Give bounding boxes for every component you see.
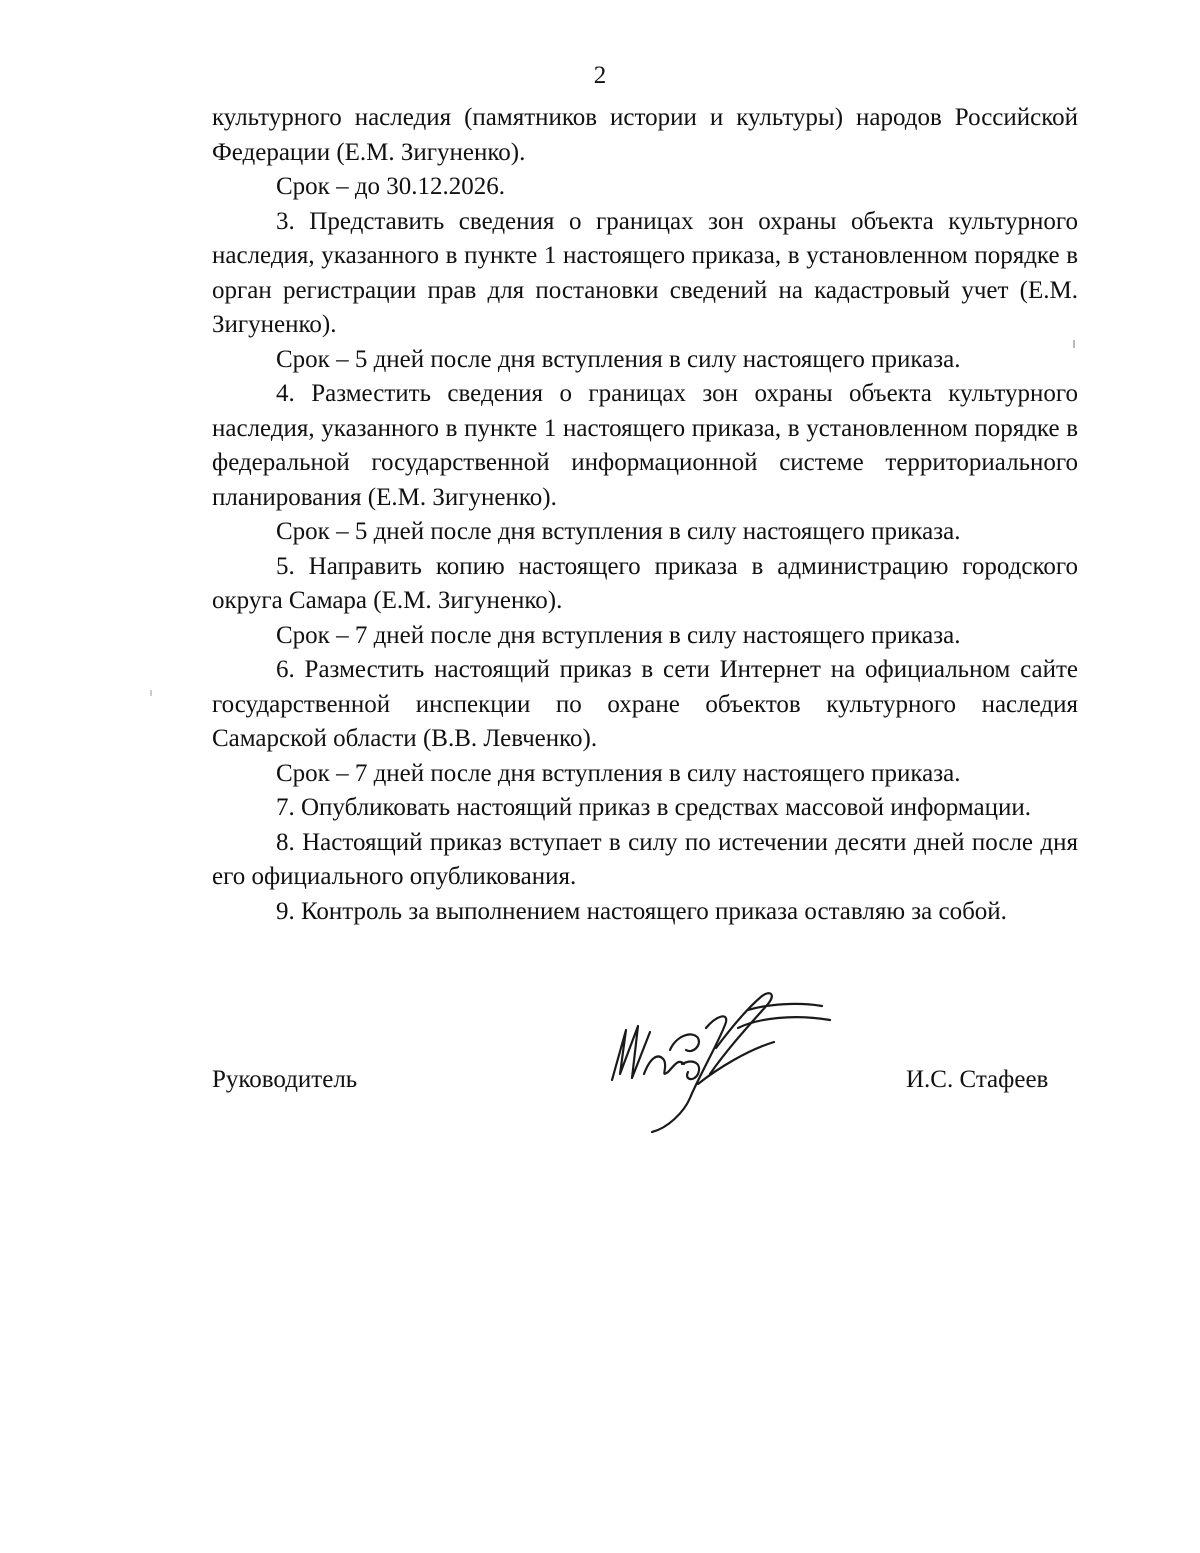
paragraph: Срок – 5 дней после дня вступления в силу настоящего приказа.	[276, 345, 961, 373]
paragraph: Срок – 5 дней после дня вступления в силу настоящего приказа.	[276, 518, 961, 545]
signatory-position: Руководитель	[212, 1066, 358, 1093]
paragraph: 3. Представить сведения о границах зон охраны объекта культурного наследия, указанного в пункте 1 настоящего приказа, в установленном порядке в орган регистрации прав для постановки сведений на кадастровый учет (Е.М. Зигуненко).	[212, 207, 1078, 338]
paragraph: Срок – 7 дней после дня вступления в силу настоящего приказа.	[276, 759, 961, 787]
paragraph: 7. Опубликовать настоящий приказ в средствах массовой информации.	[276, 794, 1032, 821]
paragraph: Срок – 7 дней после дня вступления в силу настоящего приказа.	[276, 621, 961, 649]
page-number: 2	[593, 62, 607, 89]
handwritten-signature	[598, 988, 838, 1136]
paragraph: Срок – до 30.12.2026.	[276, 173, 506, 200]
paragraph: 4. Разместить сведения о границах зон охраны объекта культурного наследия, указанного в пункте 1 настоящего приказа, в установленном порядке в федеральной государственной информационной системе территориального планирования (Е.М. Зигуненко).	[212, 380, 1078, 511]
paragraph: 9. Контроль за выполнением настоящего приказа оставляю за собой.	[276, 897, 1007, 925]
signatory-name: И.С. Стафеев	[906, 1066, 1049, 1093]
paragraph: 6. Разместить настоящий приказ в сети Интернет на официальном сайте государственной инспекции по охране объектов культурного наследия Самарской области (В.В. Левченко).	[212, 656, 1078, 752]
paragraph: культурного наследия (памятников истории и культуры) народов Российской Федерации (Е.М. Зигуненко).	[212, 104, 1078, 166]
scan-artifact	[150, 690, 152, 696]
document-body	[212, 101, 1078, 929]
paragraph: 5. Направить копию настоящего приказа в администрацию городского округа Самара (Е.М. Зигуненко).	[212, 552, 1078, 614]
paragraph: 8. Настоящий приказ вступает в силу по истечении десяти дней после дня его официального опубликования.	[212, 828, 1078, 890]
scan-artifact	[1073, 340, 1075, 348]
